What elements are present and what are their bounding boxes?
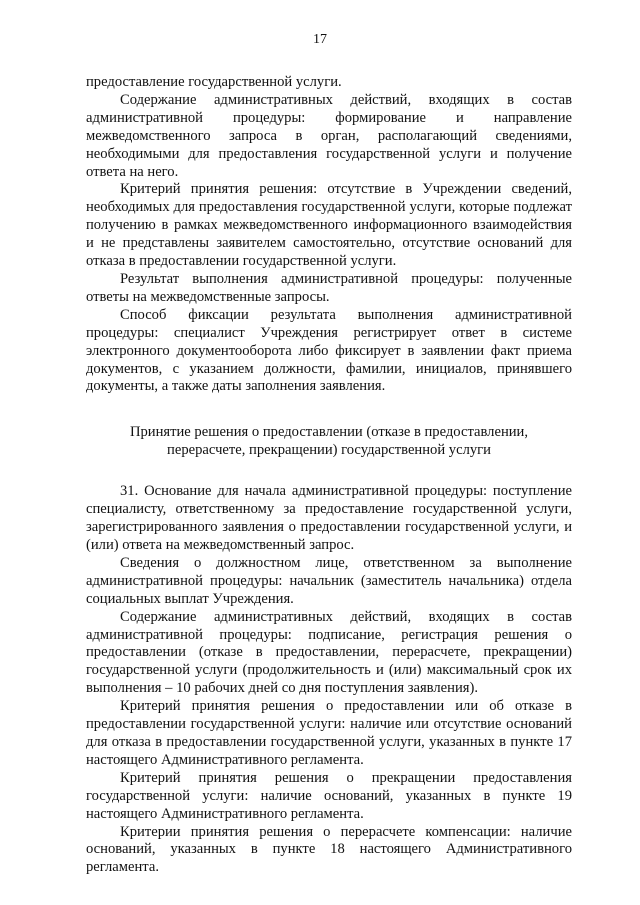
document-body xyxy=(86,74,572,877)
page-number: 17 xyxy=(313,32,327,47)
paragraph-decision-actions: Содержание административных действий, входящих в состав административной процедуры: подписание, регистрация решения о предоставлении (отказе в предоставлении, перерасчете, прекращении) государственной услуги (продолжительность и (или) максимальный срок их выполнения – 10 рабочих дней со дня поступления заявления). xyxy=(86,608,572,697)
paragraph-procedure-result: Результат выполнения административной процедуры: полученные ответы на межведомственные запросы. xyxy=(86,270,572,305)
paragraph-fixation-method: Способ фиксации результата выполнения административной процедуры: специалист Учреждения регистрирует ответ в системе электронного документооборота либо фиксирует в заявлении факт приема документов, с указанием должности, фамилии, инициалов, принявшего документы, а также даты заполнения заявления. xyxy=(86,306,572,395)
paragraph-actions-content: Содержание административных действий, входящих в состав административной процедуры: формирование и направление межведомственного запроса в орган, располагающий сведениями, необходимыми для предоставления государственной услуги и получение ответа на него. xyxy=(86,91,572,180)
paragraph-item-31: 31. Основание для начала административной процедуры: поступление специалисту, ответственному за предоставление государственной услуги, зарегистрированного заявления о предоставлении государственной услуги, и (или) ответа на межведомственный запрос. xyxy=(86,483,572,554)
paragraph-recalculation-criteria: Критерии принятия решения о перерасчете компенсации: наличие оснований, указанных в пункте 18 настоящего Административного регламента. xyxy=(86,823,572,876)
paragraph-termination-criterion: Критерий принятия решения о прекращении предоставления государственной услуги: наличие оснований, указанных в пункте 19 настоящего Административного регламента. xyxy=(86,769,572,822)
section-heading-line-2: перерасчете, прекращении) государственной услуги xyxy=(167,442,491,459)
paragraph-responsible-official: Сведения о должностном лице, ответственном за выполнение административной процедуры: начальник (заместитель начальника) отдела социальных выплат Учреждения. xyxy=(86,554,572,607)
paragraph-decision-criterion: Критерий принятия решения: отсутствие в Учреждении сведений, необходимых для предоставления государственной услуги, которые подлежат получению в рамках межведомственного информационного взаимодействия и не представлены заявителем самостоятельно, отсутствие оснований для отказа в предоставлении государственной услуги. xyxy=(86,181,572,270)
section-heading xyxy=(86,423,572,459)
section-heading-line-1: Принятие решения о предоставлении (отказе в предоставлении, xyxy=(129,424,529,441)
paragraph-grant-refusal-criterion: Критерий принятия решения о предоставлении или об отказе в предоставлении государственной услуги: наличие или отсутствие оснований для отказа в предоставлении государственной услуги, указанных в пункте 17 настоящего Административного регламента. xyxy=(86,698,572,768)
paragraph-continuation: предоставление государственной услуги. xyxy=(86,74,342,90)
